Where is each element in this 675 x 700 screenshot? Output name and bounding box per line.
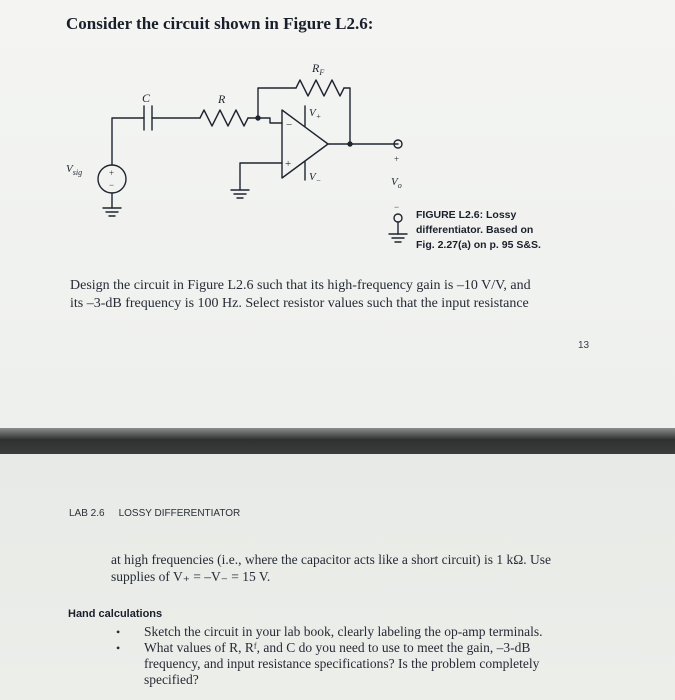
noninverting-input-wire	[240, 163, 282, 190]
resistor-r-zigzag	[200, 110, 248, 126]
design-paragraph	[70, 277, 630, 313]
header-lab: LAB 2.6	[69, 508, 105, 519]
paragraph-line-1: Design the circuit in Figure L2.6 such that its high-frequency gain is –10 V/V, and	[70, 278, 531, 293]
page-title: Consider the circuit shown in Figure L2.6:	[66, 14, 374, 33]
caption-line-3: Fig. 2.27(a) on p. 95 S&S.	[416, 239, 541, 251]
continuation-line-1: at high frequencies (i.e., where the capacitor acts like a short circuit) is 1 kΩ. Use	[111, 552, 551, 567]
rf-label: $R_F$	[312, 61, 325, 77]
v-sig-label: $V_{sig}$	[66, 163, 83, 177]
v-plus-label: $V_+$	[309, 107, 322, 121]
source-wire-top	[112, 118, 144, 165]
output-node-dot	[348, 142, 352, 146]
opamp-minus-sign: −	[286, 119, 293, 131]
header-title: LOSSY DIFFERENTIATOR	[118, 508, 241, 519]
continuation-paragraph	[111, 551, 631, 585]
feedback-right-wire	[344, 88, 350, 146]
continuation-line-2: supplies of V₊ = –V₋ = 15 V.	[111, 569, 271, 584]
source-plus-sign: +	[109, 168, 115, 178]
list-item-line: frequency, and input resistance specifications? Is the problem completely	[144, 656, 540, 671]
out-minus-sign: −	[394, 202, 400, 212]
list-item	[114, 624, 634, 640]
r-label: R	[218, 92, 226, 106]
hand-calculations-heading: Hand calculations	[68, 608, 163, 620]
figure-caption	[416, 208, 616, 253]
hand-calculations-list	[114, 624, 634, 688]
feedback-left-wire	[258, 88, 296, 118]
caption-line-1: FIGURE L2.6: Lossy	[416, 209, 517, 221]
bullet-marker: •	[116, 625, 121, 639]
bullet-marker: •	[116, 641, 121, 655]
opamp-plus-sign: +	[285, 158, 292, 170]
paragraph-line-2: its –3-dB frequency is 100 Hz. Select resistor values such that the input resistance	[70, 296, 529, 311]
out-plus-sign: +	[394, 154, 400, 164]
page-gap	[0, 428, 675, 454]
output-terminal-bottom	[394, 214, 402, 222]
list-item-line: What values of R, Rᶠ, and C do you need to use to meet the gain, –3-dB	[144, 640, 531, 655]
list-item-line: Sketch the circuit in your lab book, clearly labeling the op-amp terminals.	[144, 624, 543, 639]
c-label: C	[142, 91, 151, 105]
inverting-input-wire	[258, 118, 282, 123]
page-number: 13	[578, 340, 590, 351]
v-minus-label: $V_-$	[309, 171, 322, 185]
caption-line-2: differentiator. Based on	[416, 224, 534, 236]
v-out-label: $V_o$	[391, 176, 402, 190]
source-minus-sign: −	[109, 180, 115, 190]
list-item	[114, 640, 634, 688]
running-header	[69, 508, 240, 519]
resistor-rf-zigzag	[296, 80, 344, 96]
list-item-line: specified?	[144, 672, 199, 687]
